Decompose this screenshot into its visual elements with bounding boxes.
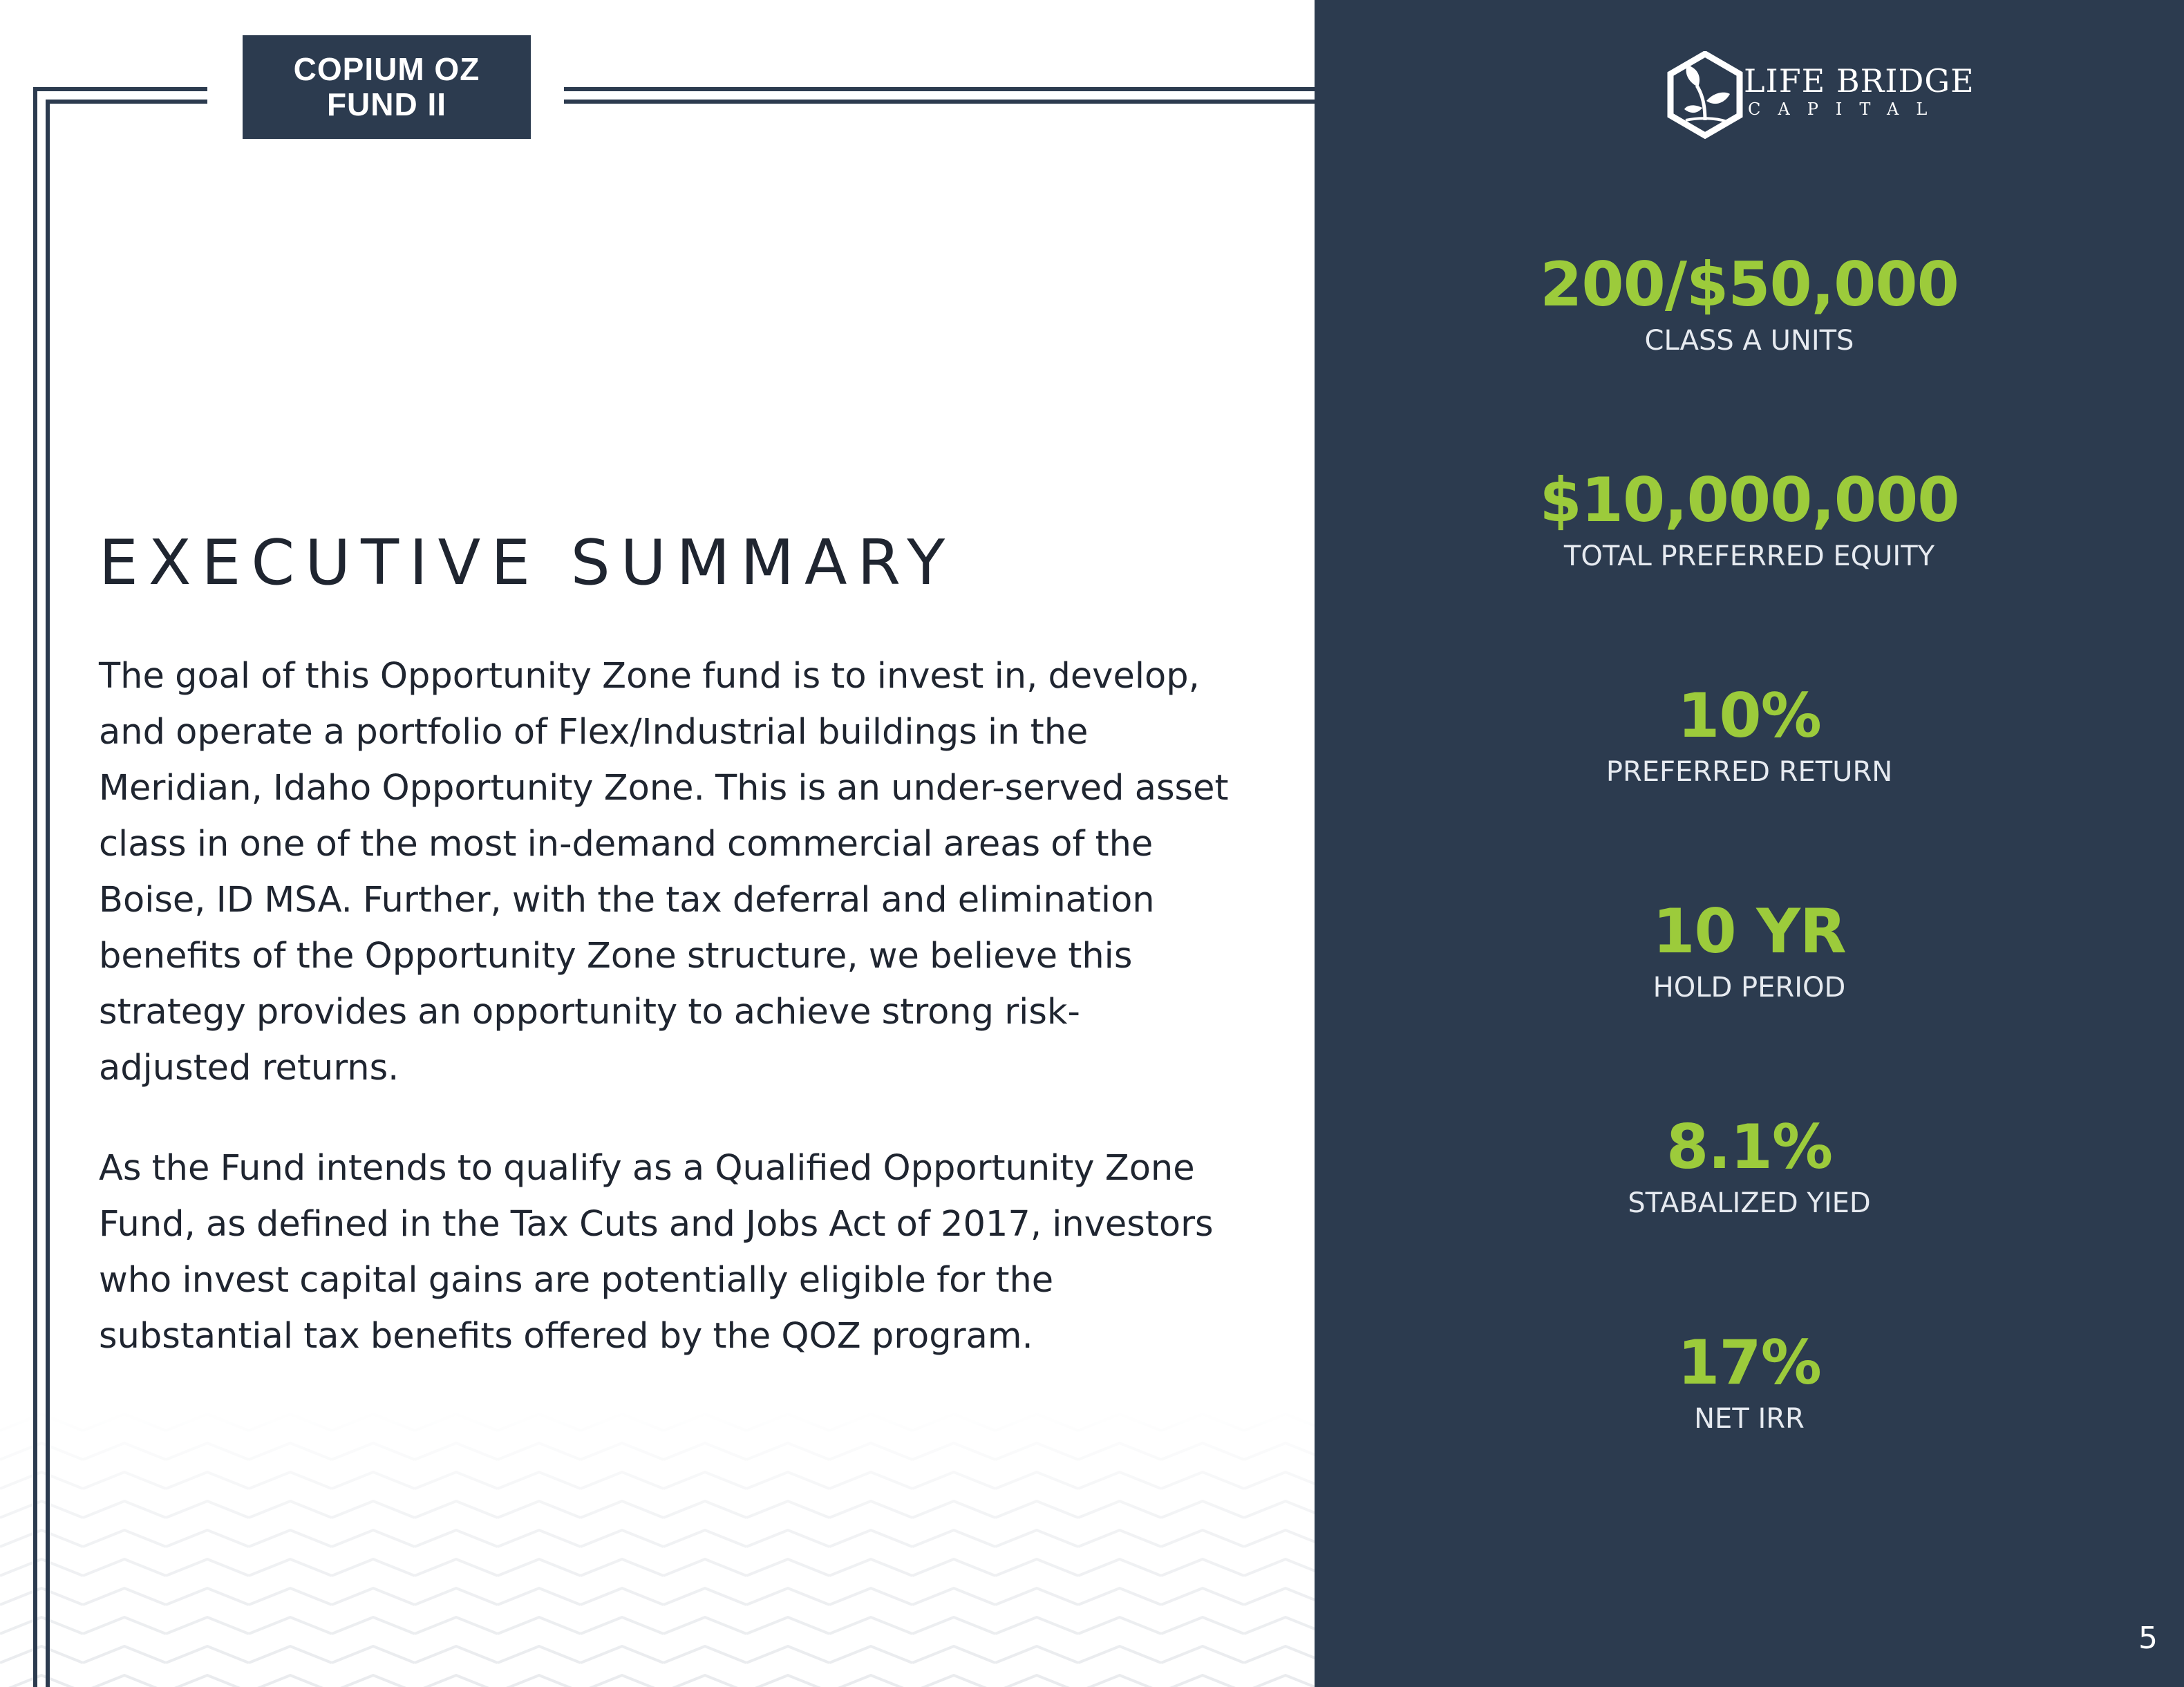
frame-line-left-inner [46,100,50,1687]
stat-preferred-return [1315,681,2184,789]
page-number: 5 [2138,1621,2158,1656]
fund-name-line2: FUND II [326,86,447,122]
stat-label: NET IRR [1694,1403,1805,1435]
stat-stabilized-yield [1315,1113,2184,1221]
stat-label: CLASS A UNITS [1644,325,1854,357]
frame-line-top-left-outer [33,87,207,91]
logo-subtitle: CAPITAL [1748,100,1945,119]
frame-line-left-outer [33,87,37,1687]
summary-paragraph: The goal of this Opportunity Zone fund is to invest in, develop, and operate a portfolio of Flex/Industrial buildings in the Meridian, Idaho Opportunity Zone. This is an under-served asset class in one of the most in-demand commercial areas of the Boise, ID MSA. Further, with the tax deferral and elimination benefits of the Opportunity Zone structure, we believe this strategy provides an opportunity to achieve strong risk-adjusted returns. [99,656,1229,1088]
summary-paragraph: As the Fund intends to qualify as a Qualified Opportunity Zone Fund, as defined in the Tax Cuts and Jobs Act of 2017, investors who invest capital gains are potentially eligible for the substantial tax benefits offered by the QOZ program. [99,1148,1214,1357]
chevron-pattern-background [0,1410,1315,1687]
stat-value: 8.1% [1666,1111,1833,1182]
stat-total-preferred-equity [1315,466,2184,574]
fund-name-badge [243,35,531,139]
stat-value: $10,000,000 [1539,464,1959,536]
stat-value: 17% [1677,1327,1821,1398]
company-logo [1666,51,1975,141]
frame-line-top-left-inner [46,100,207,104]
stat-value: 10% [1677,680,1821,751]
key-stats-sidebar [1315,0,2184,1687]
stat-label: PREFERRED RETURN [1606,756,1893,788]
frame-line-top-right-inner [564,100,1315,104]
frame-line-top-right-outer [564,87,1315,91]
stat-label: STABALIZED YIED [1628,1187,1871,1219]
hexagon-leaf-icon [1666,51,1744,141]
fund-name-line1: COPIUM OZ [293,51,480,88]
stat-label: HOLD PERIOD [1653,972,1846,1003]
stat-label: TOTAL PREFERRED EQUITY [1563,540,1935,572]
stat-value: 200/$50,000 [1540,249,1959,320]
section-title: EXECUTIVE SUMMARY [99,527,956,599]
stat-net-irr [1315,1328,2184,1436]
stat-value: 10 YR [1653,896,1846,967]
stat-hold-period [1315,897,2184,1005]
logo-name: LIFE BRIDGE [1744,62,1975,100]
stat-class-a-units [1315,250,2184,358]
